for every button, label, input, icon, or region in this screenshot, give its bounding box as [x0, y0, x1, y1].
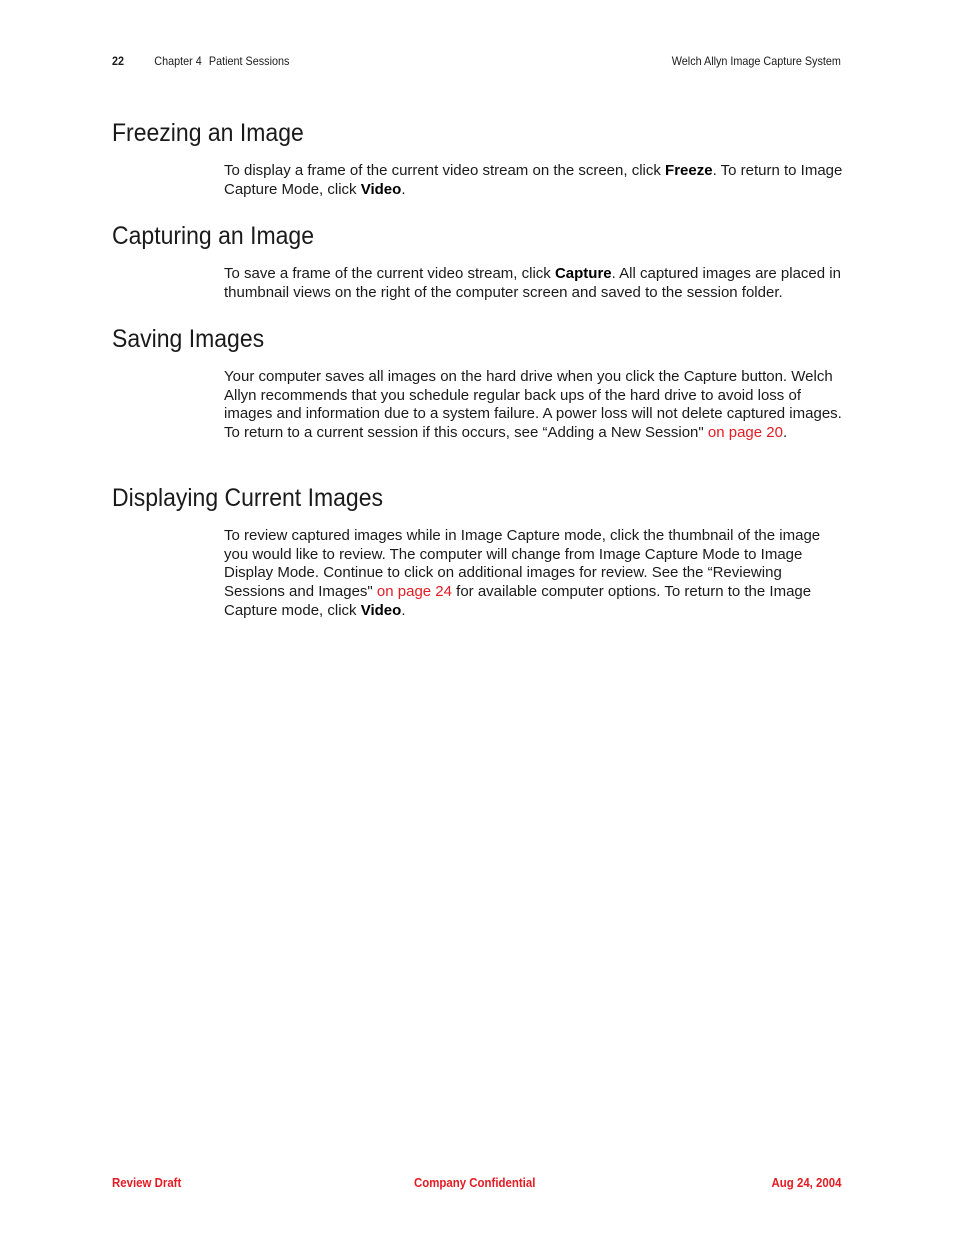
heading-freezing-an-image: Freezing an Image [112, 119, 304, 147]
freeze-keyword: Freeze [665, 162, 713, 179]
video-keyword: Video [360, 601, 402, 619]
chapter-title: Patient Sessions [208, 54, 290, 68]
capture-keyword: Capture [554, 265, 612, 282]
footer-company-confidential: Company Confidential [414, 1175, 536, 1190]
paragraph-freezing-an-image: To display a frame of the current video stream on the screen, click Freeze. To return to Image Capture Mode, click Video. [224, 162, 843, 198]
paragraph-capturing-an-image: To save a frame of the current video stream, click Capture. All captured images are placed in thumbnail views on the right of the computer screen and saved to the session folder. [224, 265, 841, 301]
page-number: 22 [112, 54, 125, 68]
footer-review-draft: Review Draft [112, 1175, 182, 1190]
video-keyword: Video [360, 180, 402, 198]
heading-displaying-current-images: Displaying Current Images [112, 484, 384, 512]
document-title: Welch Allyn Image Capture System [671, 54, 841, 68]
heading-saving-images: Saving Images [112, 325, 265, 353]
paragraph-displaying-current-images: To review captured images while in Image Capture mode, click the thumbnail of the image you would like to review. The computer will change from Image Capture Mode to Image Display Mode. Continue to click on additional images for review. See the “Reviewing Sessions and Images" on page 24 for available computer options. To return to the Image Capture mode, click Video. [224, 527, 821, 619]
chapter-info [154, 52, 289, 70]
paragraph-saving-images: Your computer saves all images on the hard drive when you click the Capture button. Welch Allyn recommends that you schedule regular back ups of the hard drive to avoid loss of images and information due to a system failure. A power loss will not delete captured images. To return to a current session if this occurs, see “Adding a New Session" on page 20. [224, 368, 842, 442]
heading-capturing-an-image: Capturing an Image [112, 222, 315, 250]
page-header [112, 52, 768, 70]
link-page-20[interactable]: on page 20 [707, 424, 783, 442]
footer-date: Aug 24, 2004 [771, 1175, 841, 1190]
chapter-label: Chapter 4 [154, 54, 202, 68]
link-page-24[interactable]: on page 24 [376, 583, 452, 601]
